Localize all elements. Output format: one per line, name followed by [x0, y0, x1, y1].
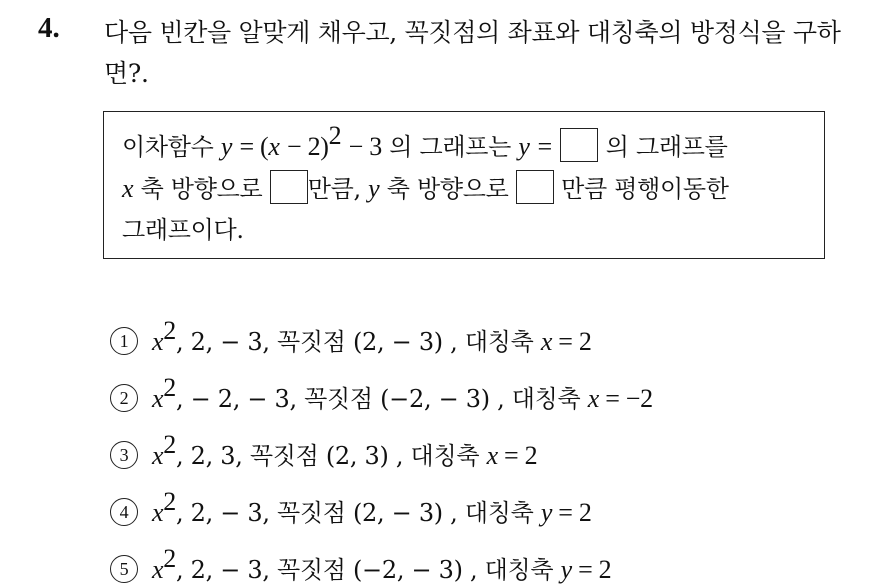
by-text-1: 만큼,	[307, 175, 361, 203]
choice-axis-eq: = 2	[552, 327, 592, 356]
choice-x: x	[152, 555, 164, 584]
choice-axis-eq: = 2	[497, 441, 538, 470]
ending-text: 그래프이다.	[122, 216, 244, 244]
choice-x: x	[152, 327, 164, 356]
fn-tail2: − 3	[348, 132, 382, 161]
question-text: 다음 빈칸을 알맞게 채우고, 꼭짓점의 좌표와 대칭축의 방정식을 구하면?.	[104, 18, 841, 88]
choice-axis-eq: = 2	[571, 555, 612, 584]
choice-number-4: 4	[110, 498, 138, 526]
blank-box-1[interactable]	[560, 128, 598, 162]
y-eq: y =	[518, 132, 554, 161]
y-axis-direction: 축 방향으로	[386, 175, 509, 203]
choice-5[interactable]	[110, 544, 612, 585]
x-axis-direction: 축 방향으로	[140, 175, 263, 203]
question-number: 4.	[38, 12, 60, 44]
fn-tail1: − 2)	[287, 132, 329, 161]
box-line-2	[122, 168, 806, 210]
choice-axis-eq: = −2	[599, 384, 653, 413]
by-text-2: 만큼 평행이동한	[561, 175, 729, 203]
fn-label: 이차함수	[122, 133, 214, 161]
choice-exponent: 2	[163, 430, 176, 459]
fill-in-box	[103, 111, 825, 259]
choice-3[interactable]	[110, 430, 538, 471]
choice-number-5: 5	[110, 555, 138, 583]
fn-x: x	[268, 132, 280, 161]
graph-of-text-2: 의 그래프를	[605, 133, 728, 161]
choice-exponent: 2	[163, 373, 176, 402]
fn-y: y	[220, 132, 233, 161]
choice-x: x	[152, 384, 164, 413]
choice-x: x	[152, 498, 164, 527]
choice-number-2: 2	[110, 384, 138, 412]
choice-text: , 2, − 3, 꼭짓점 (−2, − 3) , 대칭축	[175, 556, 554, 584]
y-var: y	[368, 174, 380, 203]
choice-number-1: 1	[110, 327, 138, 355]
choice-axis-var: x	[587, 384, 600, 413]
x-var: x	[122, 174, 134, 203]
choice-1[interactable]	[110, 316, 592, 357]
choice-axis-eq: = 2	[552, 498, 592, 527]
box-line-3	[122, 210, 806, 251]
choice-2[interactable]	[110, 373, 653, 414]
choice-exponent: 2	[163, 544, 176, 573]
choice-text: , 2, − 3, 꼭짓점 (2, − 3) , 대칭축	[175, 499, 534, 527]
graph-of-text: 의 그래프는	[389, 133, 512, 161]
fn-eq: = (	[239, 132, 269, 161]
choice-axis-var: x	[540, 327, 553, 356]
choice-text: , 2, 3, 꼭짓점 (2, 3) , 대칭축	[175, 442, 480, 470]
fn-exponent: 2	[328, 121, 342, 150]
choice-exponent: 2	[163, 316, 176, 345]
choice-x: x	[152, 441, 164, 470]
choice-text: , 2, − 3, 꼭짓점 (2, − 3) , 대칭축	[175, 328, 534, 356]
choice-exponent: 2	[163, 487, 176, 516]
choice-4[interactable]	[110, 487, 592, 528]
choice-number-3: 3	[110, 441, 138, 469]
box-line-1	[122, 121, 806, 168]
blank-box-2[interactable]	[270, 170, 308, 204]
choice-axis-var: x	[486, 441, 498, 470]
choice-axis-var: y	[560, 555, 572, 584]
choice-text: , − 2, − 3, 꼭짓점 (−2, − 3) , 대칭축	[175, 385, 581, 413]
choice-axis-var: y	[540, 498, 553, 527]
blank-box-3[interactable]	[516, 170, 554, 204]
